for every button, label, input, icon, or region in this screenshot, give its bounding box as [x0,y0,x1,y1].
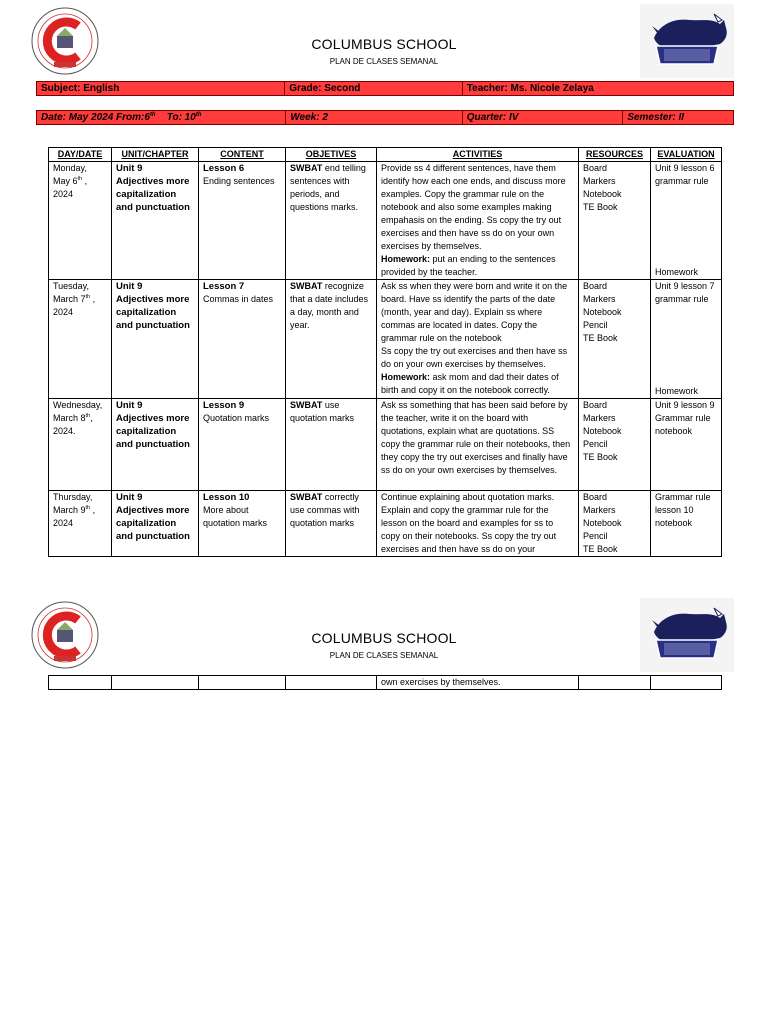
resource-item: Markers [583,176,616,186]
unit-title: Adjectives more capitalization and punctuation [116,413,190,450]
ordinal-suffix: th [85,294,91,300]
evaluation-cell [651,280,722,399]
resource-item: Notebook [583,518,622,528]
evaluation-text: Unit 9 lesson 9 Grammar rule notebook [655,400,715,436]
unit-number: Unit 9 [116,281,143,292]
objective-text: end telling sentences with periods, and questions marks. [290,163,366,212]
objective-text: correctly use commas with quotation marks [290,492,360,528]
activities-cell [377,491,579,557]
header-evaluation: EVALUATION [651,148,722,162]
empty-cell [579,676,651,690]
unit-number: Unit 9 [116,400,143,411]
day-date-cell [49,491,112,557]
unit-title: Adjectives more capitalization and punctuation [116,505,190,542]
date-comma: , [90,413,93,423]
unit-title: Adjectives more capitalization and punctuation [116,176,190,213]
date-from: Date: May 2024 From:6 [41,112,150,123]
date-comma: , [90,294,96,304]
table-row [49,399,722,491]
day-date-cell [49,399,112,491]
date-line [53,175,107,188]
resource-item: Board [583,400,608,410]
content-text: Quotation marks [203,413,270,423]
activities-continuation: own exercises by themselves. [377,676,579,690]
objective-text: use quotation marks [290,400,355,423]
date-line [53,412,107,425]
lesson-number: Lesson 10 [203,492,250,503]
unit-cell [112,491,199,557]
resource-item: Markers [583,505,616,515]
semester-cell: Semester: II [627,112,685,123]
school-name: COLUMBUS SCHOOL [311,36,457,52]
school-name: COLUMBUS SCHOOL [311,630,457,646]
empty-cell [286,676,377,690]
header-day-date: DAY/DATE [49,148,112,162]
activities-text: Continue explaining about quotation marks. Explain and copy the grammar rule for the lesson on the board and examples for ss to copy on their notebooks. Ss copy the try out exercises and then have ss do on your [381,492,557,554]
date-from-suffix: th [149,112,156,118]
year: 2024 [53,518,74,528]
evaluation-cell [651,162,722,280]
activities-text: Ask ss something that has been said before by the teacher, write it on the board with quotations, explain what are quotations. SS copy the grammar rule on their notebooks, then they copy the try out exercises and finally have ss do on your own exercises by themselves. [381,400,571,475]
resource-item: TE Book [583,452,618,462]
resource-item: Notebook [583,307,622,317]
resources-cell [579,162,651,280]
resource-item: Board [583,281,608,291]
resource-item: Markers [583,294,616,304]
date-to-suffix: th [195,112,202,118]
quarter-cell: Quarter: IV [463,111,624,124]
swbat-label: SWBAT [290,163,323,173]
ordinal-suffix: th [77,176,83,182]
resource-item: Markers [583,413,616,423]
year: 2024. [53,426,76,436]
header-objectives: OBJETIVES [286,148,377,162]
date-line [53,293,107,306]
unit-title: Adjectives more capitalization and punctuation [116,294,190,331]
ordinal-suffix: th [85,505,91,511]
unit-cell [112,162,199,280]
homework-line [381,253,574,279]
evaluation-cell [651,491,722,557]
evaluation-text: Grammar rule lesson 10 notebook [655,492,711,528]
lesson-number: Lesson 6 [203,163,245,174]
weekday: Wednesday, [53,400,103,410]
continuation-table [48,675,722,690]
table-row [49,676,722,690]
unit-cell [112,399,199,491]
activities-cell [377,162,579,280]
evaluation-text: Unit 9 lesson 7 grammar rule [655,281,715,304]
lesson-number: Lesson 7 [203,281,245,292]
empty-cell [651,676,722,690]
objective-cell [286,399,377,491]
content-text: More about quotation marks [203,505,268,528]
swbat-label: SWBAT [290,281,323,291]
info-bar-date [36,110,734,125]
empty-cell [112,676,199,690]
content-cell [199,399,286,491]
header-activities: ACTIVITIES [377,148,579,162]
info-bar-subject [36,81,734,96]
date-comma: , [90,505,96,515]
evaluation-cell [651,399,722,491]
page-2-header [0,596,768,676]
objective-cell [286,280,377,399]
resource-item: Board [583,492,608,502]
content-cell [199,280,286,399]
resource-item: Pencil [583,439,608,449]
resources-cell [579,280,651,399]
date-comma: , [82,176,88,186]
year: 2024 [53,189,74,199]
activities-text: Provide ss 4 different sentences, have them identify how each one ends, and discuss more examples. Copy the grammar rule on the notebook and also some examples making empahasis on the ending. Ss copy the try out exercises and then have ss do on your own exercises by themselves. [381,163,566,251]
swbat-label: SWBAT [290,492,323,502]
activities-cell [377,280,579,399]
ordinal-suffix: th [85,413,91,419]
header-unit-chapter: UNIT/CHAPTER [112,148,199,162]
month-day: March 9 [53,505,86,515]
table-row [49,491,722,557]
resources-cell [579,399,651,491]
homework-text: put an ending to the sentences provided by the teacher. [381,254,556,277]
objective-cell [286,162,377,280]
activities-text-2: Ss copy the try out exercises and then have ss do on your own exercises by themselves. [381,346,568,369]
day-date-cell [49,280,112,399]
unit-cell [112,280,199,399]
weekday: Tuesday, [53,281,90,291]
resource-item: TE Book [583,544,618,554]
content-cell [199,162,286,280]
date-line [53,504,107,517]
homework-label: Homework: [381,254,431,264]
week-cell: Week: 2 [286,111,463,124]
content-text: Ending sentences [203,176,275,186]
header-resources: RESOURCES [579,148,651,162]
date-cell [37,111,286,124]
resource-item: Notebook [583,426,622,436]
unit-number: Unit 9 [116,163,143,174]
bulls-logo-icon [640,598,734,672]
evaluation-homework: Homework [655,267,699,277]
unit-number: Unit 9 [116,492,143,503]
day-date-cell [49,162,112,280]
objective-cell [286,491,377,557]
empty-cell [49,676,112,690]
evaluation-text: Unit 9 lesson 6 grammar rule [655,163,715,186]
month-day: March 8 [53,413,86,423]
homework-label: Homework: [381,372,431,382]
table-header-row [49,148,722,162]
resource-item: TE Book [583,202,618,212]
table-row [49,280,722,399]
swbat-label: SWBAT [290,400,323,410]
weekday: Monday, [53,163,87,173]
table-row [49,162,722,280]
plan-subtitle: PLAN DE CLASES SEMANAL [329,57,439,66]
resource-item: Pencil [583,320,608,330]
subject-cell: Subject: English [37,82,285,95]
month-day: May 6 [53,176,78,186]
weekday: Thursday, [53,492,93,502]
resource-item: Pencil [583,531,608,541]
header-content: CONTENT [199,148,286,162]
resources-cell [579,491,651,557]
date-to: To: 10 [155,112,196,123]
evaluation-homework: Homework [655,386,699,396]
lesson-plan-table [48,147,722,557]
resource-item: Notebook [583,189,622,199]
page-header [0,2,768,82]
year: 2024 [53,307,74,317]
bulls-logo-icon [640,4,734,78]
resource-item: TE Book [583,333,618,343]
homework-text: ask mom and dad their dates of birth and copy it on the notebook correctly. [381,372,559,395]
teacher-cell: Teacher: Ms. Nicole Zelaya [466,83,594,94]
objective-text: recognize that a date includes a day, month and year. [290,281,369,330]
empty-cell [199,676,286,690]
plan-subtitle: PLAN DE CLASES SEMANAL [329,651,439,660]
grade-cell: Grade: Second [285,82,463,95]
resource-item: Board [583,163,608,173]
homework-line [381,371,574,397]
content-cell [199,491,286,557]
activities-text: Ask ss when they were born and write it on the board. Have ss identify the parts of the date (month, year and day). Explain ss where commas are located in dates. Copy the grammar rule on the notebook [381,281,568,343]
month-day: March 7 [53,294,86,304]
lesson-number: Lesson 9 [203,400,245,411]
activities-cell [377,399,579,491]
content-text: Commas in dates [203,294,274,304]
